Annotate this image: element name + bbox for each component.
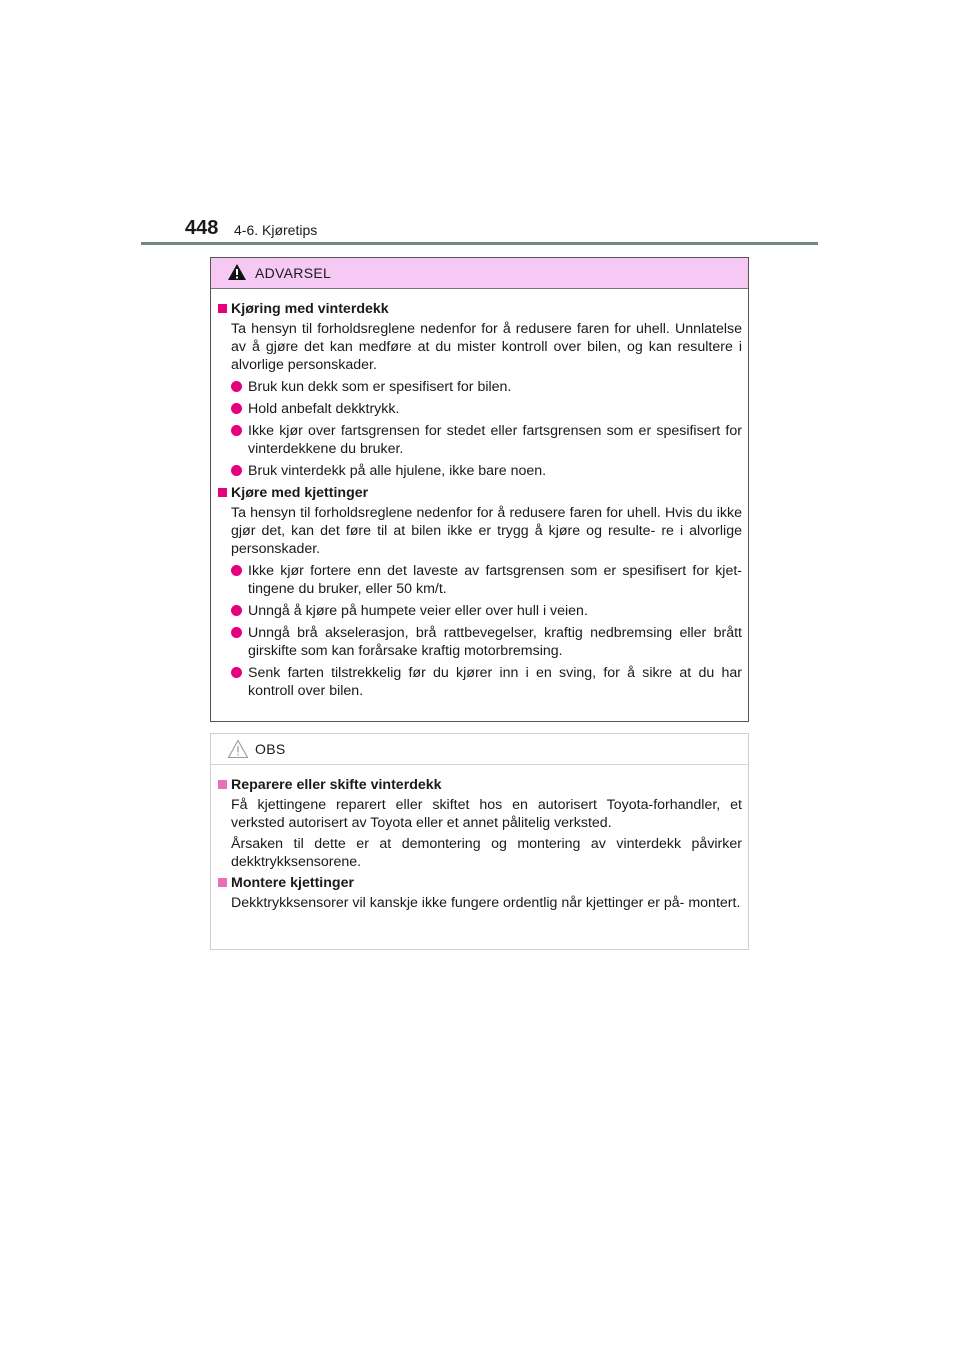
- paragraph: Dekktrykksensorer vil kanskje ikke fungere ordentlig når kjettinger er på- montert.: [231, 895, 741, 911]
- round-bullet-icon: [231, 667, 242, 678]
- section-title: 4-6. Kjøretips: [234, 222, 318, 238]
- warning-title-bar: [211, 258, 748, 289]
- bullet-item: Unngå å kjøre på humpete veier eller over hull i veien.: [217, 602, 742, 620]
- caution-outline-icon: [227, 739, 249, 764]
- square-bullet-icon: [218, 488, 227, 497]
- round-bullet-icon: [231, 627, 242, 638]
- bullet-item: Bruk vinterdekk på alle hjulene, ikke bare noen.: [217, 462, 742, 480]
- round-bullet-icon: [231, 425, 242, 436]
- section-heading: Reparere eller skifte vinterdekk: [217, 776, 742, 794]
- warning-content: [211, 289, 748, 700]
- bullet-item: Senk farten tilstrekkelig før du kjører inn i en sving, for å sikre at du har kontroll over bilen.: [217, 664, 742, 700]
- square-bullet-icon: [218, 780, 227, 789]
- notice-title: OBS: [255, 741, 286, 757]
- round-bullet-icon: [231, 403, 242, 414]
- notice-box: [210, 733, 749, 950]
- header-rule: [141, 242, 818, 245]
- section-intro: Ta hensyn til forholdsreglene nedenfor for å redusere faren for uhell. Unnlatelse av å gjøre det kan medføre at du mister kontroll over bilen, og kan resultere i alvorlige personskader.: [231, 321, 742, 373]
- notice-title-bar: [211, 734, 748, 765]
- bullet-item: Bruk kun dekk som er spesifisert for bilen.: [217, 378, 742, 396]
- section-intro: Ta hensyn til forholdsreglene nedenfor for å redusere faren for uhell. Hvis du ikke gjør det, kan det føre til at bilen ikke er trygg å kjøre og resulte- re i alvorlige personskader.: [231, 505, 742, 557]
- round-bullet-icon: [231, 381, 242, 392]
- square-bullet-icon: [218, 878, 227, 887]
- bullet-item: Ikke kjør over fartsgrensen for stedet eller fartsgrensen som er spesifisert for vinterdekkene du bruker.: [217, 422, 742, 458]
- paragraph: Få kjettingene reparert eller skiftet hos en autorisert Toyota-forhandler, et verksted autorisert av Toyota eller et annet pålitelig verksted.: [231, 797, 742, 831]
- square-bullet-icon: [218, 304, 227, 313]
- notice-content: [211, 765, 748, 912]
- round-bullet-icon: [231, 565, 242, 576]
- bullet-item: Hold anbefalt dekktrykk.: [217, 400, 742, 418]
- page-number: 448: [185, 217, 219, 239]
- section-heading: Montere kjettinger: [217, 874, 742, 892]
- section-heading: Kjøring med vinterdekk: [217, 300, 742, 318]
- round-bullet-icon: [231, 605, 242, 616]
- section-heading: Kjøre med kjettinger: [217, 484, 742, 502]
- bullet-item: Unngå brå akselerasjon, brå rattbevegelser, kraftig nedbremsing eller brått girskifte som kan forårsake kraftig motorbremsing.: [217, 624, 742, 660]
- warning-triangle-icon: [227, 263, 247, 286]
- bullet-item: Ikke kjør fortere enn det laveste av fartsgrensen som er spesifisert for kjet- tingene du bruker, eller 50 km/t.: [217, 562, 742, 598]
- warning-title: ADVARSEL: [255, 265, 332, 281]
- round-bullet-icon: [231, 465, 242, 476]
- warning-box: [210, 257, 749, 722]
- paragraph: Årsaken til dette er at demontering og montering av vinterdekk påvirker dekktrykksensorene.: [231, 836, 742, 870]
